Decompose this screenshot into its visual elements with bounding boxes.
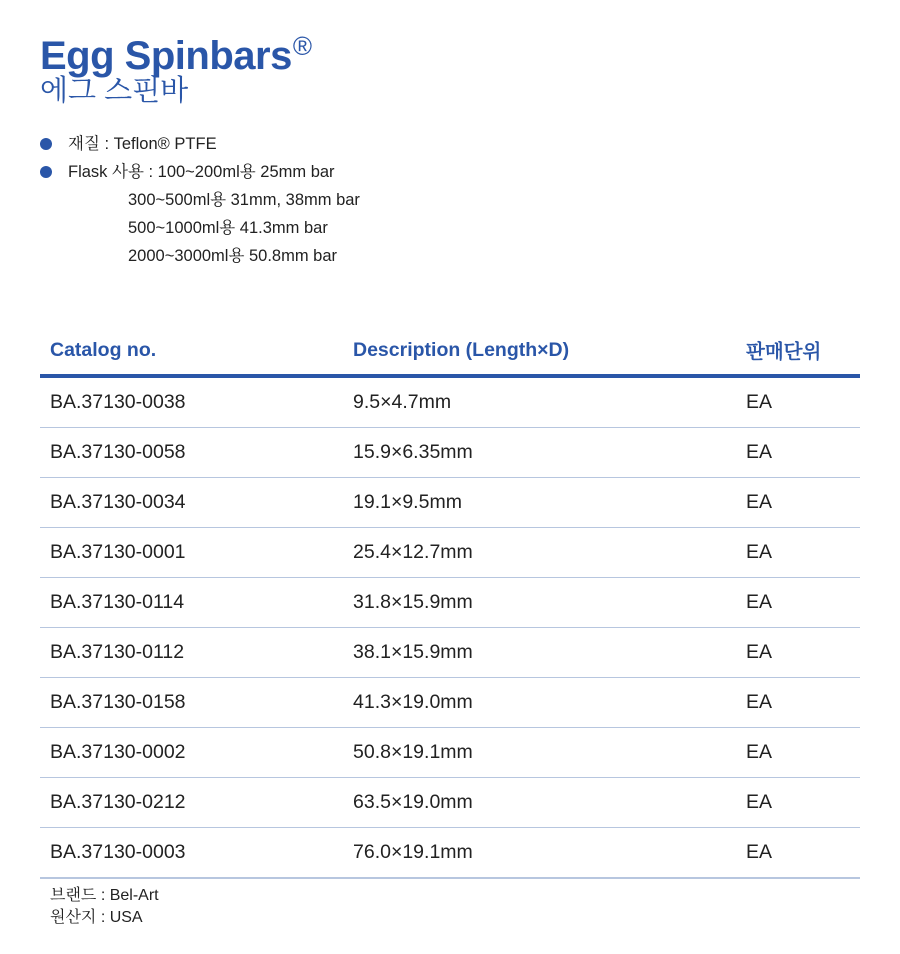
table-row [40, 828, 860, 879]
catalog-number-cell: BA.37130-0003 [40, 828, 343, 879]
description-cell: 31.8×15.9mm [343, 578, 736, 628]
table-header-row [40, 326, 860, 376]
catalog-number-cell: BA.37130-0158 [40, 678, 343, 728]
table-row [40, 728, 860, 778]
unit-cell: EA [736, 578, 860, 628]
catalog-number-cell: BA.37130-0058 [40, 428, 343, 478]
description-cell: 63.5×19.0mm [343, 778, 736, 828]
catalog-table [40, 326, 860, 879]
unit-cell: EA [736, 528, 860, 578]
spec-material-text: 재질 : Teflon® PTFE [68, 135, 217, 153]
catalog-number-cell: BA.37130-0112 [40, 628, 343, 678]
bullet-icon [40, 166, 52, 178]
spec-list [40, 130, 360, 270]
spec-flask-text: Flask 사용 : 100~200ml용 25mm bar [68, 163, 335, 181]
catalog-number-cell: BA.37130-0038 [40, 376, 343, 428]
unit-cell: EA [736, 628, 860, 678]
unit-cell: EA [736, 478, 860, 528]
bullet-icon [40, 138, 52, 150]
spec-item-material [40, 130, 360, 158]
table-row [40, 428, 860, 478]
table-row [40, 578, 860, 628]
catalog-number-cell: BA.37130-0001 [40, 528, 343, 578]
brand-line: 브랜드 : Bel-Art [50, 887, 159, 904]
table-row [40, 778, 860, 828]
description-cell: 9.5×4.7mm [343, 376, 736, 428]
description-cell: 41.3×19.0mm [343, 678, 736, 728]
spec-flask-line: 2000~3000ml용 50.8mm bar [128, 247, 338, 265]
description-cell: 19.1×9.5mm [343, 478, 736, 528]
catalog-number-cell: BA.37130-0212 [40, 778, 343, 828]
origin-line: 원산지 : USA [50, 909, 143, 926]
column-header-unit: 판매단위 [736, 326, 860, 376]
table-row [40, 678, 860, 728]
description-cell: 38.1×15.9mm [343, 628, 736, 678]
table-row [40, 478, 860, 528]
unit-cell: EA [736, 828, 860, 879]
catalog-number-cell: BA.37130-0002 [40, 728, 343, 778]
table-row [40, 376, 860, 428]
description-cell: 76.0×19.1mm [343, 828, 736, 879]
description-cell: 50.8×19.1mm [343, 728, 736, 778]
spec-item-flask [40, 158, 360, 186]
page-subtitle: 에그 스핀바 [40, 75, 189, 107]
table-row [40, 628, 860, 678]
unit-cell: EA [736, 678, 860, 728]
footer-info [50, 885, 159, 929]
catalog-number-cell: BA.37130-0034 [40, 478, 343, 528]
spec-flask-line: 500~1000ml용 41.3mm bar [128, 219, 328, 237]
column-header-catalog: Catalog no. [40, 326, 343, 376]
page-title-text: Egg Spinbars [40, 34, 292, 78]
page-title [40, 22, 311, 80]
unit-cell: EA [736, 376, 860, 428]
description-cell: 15.9×6.35mm [343, 428, 736, 478]
catalog-number-cell: BA.37130-0114 [40, 578, 343, 628]
table-row [40, 528, 860, 578]
unit-cell: EA [736, 778, 860, 828]
description-cell: 25.4×12.7mm [343, 528, 736, 578]
unit-cell: EA [736, 728, 860, 778]
unit-cell: EA [736, 428, 860, 478]
column-header-description: Description (Length×D) [343, 326, 736, 376]
spec-flask-line: 300~500ml용 31mm, 38mm bar [128, 191, 360, 209]
registered-mark: ® [292, 31, 312, 61]
